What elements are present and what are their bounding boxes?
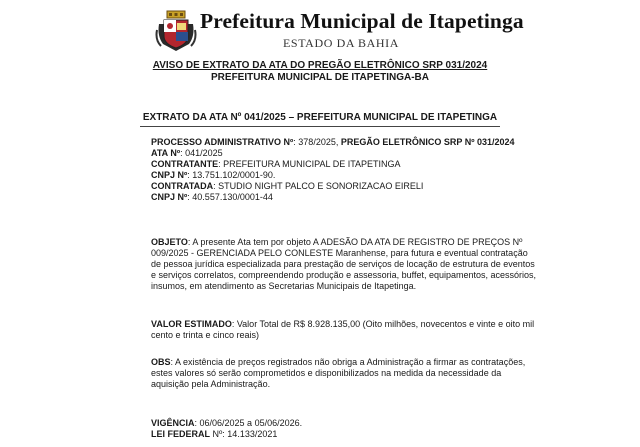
cnpj-value: : 40.557.130/0001-44	[187, 192, 273, 202]
contratada-label: CONTRATADA	[151, 181, 214, 191]
obs-label: OBS	[151, 357, 171, 367]
lei-line	[151, 429, 277, 440]
pregao-value: PREGÃO ELETRÔNICO SRP Nº 031/2024	[340, 137, 515, 147]
state-name: ESTADO DA BAHIA	[283, 36, 400, 50]
objeto-text: : A presente Ata tem por objeto A ADESÃO DA ATA DE REGISTRO DE PREÇOS Nº	[187, 237, 523, 247]
contratada-line	[151, 181, 423, 192]
contratante-value: : PREFEITURA MUNICIPAL DE ITAPETINGA	[218, 159, 401, 169]
obs-line: estes valores só serão comprometidos e disponibilizados na medida da necessidade da	[151, 368, 502, 378]
extract-title: EXTRATO DA ATA Nº 041/2025 – PREFEITURA MUNICIPAL DE ITAPETINGA	[142, 112, 498, 123]
objeto-line: de pessoa jurídica especializada para prestação de serviços de locação de estrutura de eventos	[151, 259, 535, 269]
vigencia-value: : 06/06/2025 a 05/06/2026.	[194, 418, 303, 428]
lei-label: LEI FEDERAL	[151, 429, 211, 439]
objeto-line: insumos, em atendimento as Secretarias Municipais de Itapetinga.	[151, 281, 417, 291]
divider	[140, 126, 500, 127]
obs-text: : A existência de preços registrados não obriga a Administração a firmar as contratações,	[170, 357, 526, 367]
vigencia-label: VIGÊNCIA	[151, 418, 195, 428]
valor-line: cento e trinta e cinco reais)	[151, 330, 260, 340]
cnpj-contratada-line	[151, 192, 273, 203]
vigencia-line	[151, 418, 302, 429]
cnpj-label: CNPJ Nº	[151, 192, 188, 202]
objeto-line: e serviços correlatos, compreendendo produção e assessoria, buffet, equipamentos, acessórios,	[151, 270, 537, 280]
processo-line	[151, 137, 515, 148]
ata-label: ATA Nº	[151, 148, 181, 158]
valor-label: VALOR ESTIMADO	[151, 319, 232, 329]
obs-line	[151, 357, 525, 368]
lei-value: Nº: 14.133/2021	[210, 429, 278, 439]
notice-title: AVISO DE EXTRATO DA ATA DO PREGÃO ELETRÔNICO SRP 031/2024	[152, 60, 488, 71]
ata-value: : 041/2025	[180, 148, 223, 158]
objeto-line: 009/2025 - GERENCIADA PELO CONLESTE Maranhense, para futura e eventual contratação	[151, 248, 528, 258]
contratante-line	[151, 159, 401, 170]
contratada-value: : STUDIO NIGHT PALCO E SONORIZACAO EIRELI	[213, 181, 424, 191]
org-name: Prefeitura Municipal de Itapetinga	[200, 9, 524, 33]
valor-line	[151, 319, 534, 330]
obs-line: aquisição pela Administração.	[151, 379, 271, 389]
processo-value: : 378/2025,	[293, 137, 341, 147]
contratante-label: CONTRATANTE	[151, 159, 219, 169]
processo-label: PROCESSO ADMINISTRATIVO Nº	[151, 137, 294, 147]
notice-subtitle: PREFEITURA MUNICIPAL DE ITAPETINGA-BA	[211, 72, 429, 83]
cnpj-label: CNPJ Nº	[151, 170, 188, 180]
objeto-label: OBJETO	[151, 237, 188, 247]
cnpj-value: : 13.751.102/0001-90.	[187, 170, 276, 180]
ata-line	[151, 148, 223, 159]
valor-text: : Valor Total de R$ 8.928.135,00 (Oito milhões, novecentos e vinte e oito mil	[231, 319, 535, 329]
cnpj-contratante-line	[151, 170, 275, 181]
objeto-line	[151, 237, 522, 248]
municipal-crest-icon	[155, 10, 197, 52]
